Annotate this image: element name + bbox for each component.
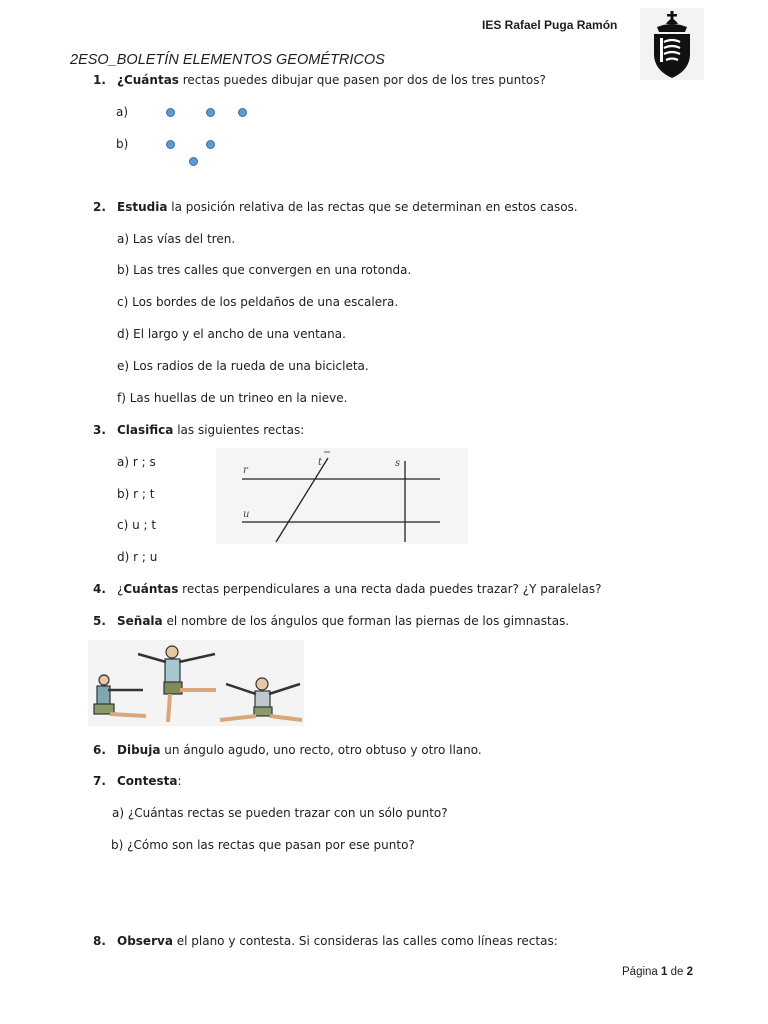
- q1-option-a-label: a): [116, 105, 129, 119]
- q7-item: a) ¿Cuántas rectas se pueden trazar con un sólo punto?: [112, 806, 448, 820]
- label-t: t: [318, 457, 323, 468]
- question-number: 3.: [93, 423, 106, 437]
- question-text: :: [177, 774, 182, 788]
- question-text: la posición relativa de las rectas que se determinan en estos casos.: [167, 200, 578, 214]
- label-r: r: [243, 465, 248, 476]
- q7-item: b) ¿Cómo son las rectas que pasan por ese punto?: [111, 838, 415, 852]
- question-text: un ángulo agudo, uno recto, otro obtuso y otro llano.: [160, 743, 482, 757]
- q2-item: d) El largo y el ancho de una ventana.: [117, 327, 346, 341]
- q2-item: b) Las tres calles que convergen en una rotonda.: [117, 263, 412, 277]
- question-keyword: Señala: [117, 614, 163, 628]
- label-s: s: [395, 458, 401, 469]
- point-dot: [206, 140, 215, 149]
- question-keyword: ¿Cuántas: [117, 73, 179, 87]
- worksheet-title: 2ESO_BOLETÍN ELEMENTOS GEOMÉTRICOS: [70, 52, 385, 68]
- question-keyword: Observa: [117, 934, 173, 948]
- q3-item: d) r ; u: [117, 550, 158, 564]
- q3-item: a) r ; s: [117, 455, 156, 469]
- page-number: [622, 966, 693, 978]
- question-number: 5.: [93, 614, 106, 628]
- question-text: rectas puedes dibujar que pasen por dos de los tres puntos?: [178, 73, 546, 87]
- question-text: el plano y contesta. Si consideras las calles como líneas rectas:: [172, 934, 558, 948]
- question-number: 1.: [93, 73, 106, 87]
- q2-item: a) Las vías del tren.: [117, 232, 236, 246]
- question-keyword: Estudia: [117, 200, 168, 214]
- question-keyword: Clasifica: [117, 423, 174, 437]
- question-number: 6.: [93, 743, 106, 757]
- q2-item: c) Los bordes de los peldaños de una escalera.: [117, 295, 399, 309]
- q2-item: f) Las huellas de un trineo en la nieve.: [117, 391, 348, 405]
- question-number: 8.: [93, 934, 106, 948]
- question-text: las siguientes rectas:: [173, 423, 305, 437]
- lines-diagram: [216, 448, 468, 544]
- point-dot: [238, 108, 247, 117]
- q2-item: e) Los radios de la rueda de una bicicleta.: [117, 359, 369, 373]
- q3-item: b) r ; t: [117, 487, 155, 501]
- question-text: rectas perpendiculares a una recta dada puedes trazar? ¿Y paralelas?: [178, 582, 602, 596]
- label-u: u: [243, 509, 250, 520]
- point-dot: [206, 108, 215, 117]
- question-keyword: Cuántas: [123, 582, 179, 596]
- question-prefix: ¿: [117, 582, 124, 596]
- gymnasts-illustration: [88, 640, 304, 726]
- question-keyword: Dibuja: [117, 743, 161, 757]
- point-dot: [189, 157, 198, 166]
- page-label: Página: [622, 966, 662, 978]
- question-number: 4.: [93, 582, 106, 596]
- total-pages: 2: [686, 966, 694, 978]
- question-number: 2.: [93, 200, 106, 214]
- question-text: el nombre de los ángulos que forman las piernas de los gimnastas.: [162, 614, 570, 628]
- point-dot: [166, 108, 175, 117]
- q3-item: c) u ; t: [117, 518, 157, 532]
- point-dot: [166, 140, 175, 149]
- school-name: IES Rafael Puga Ramón: [482, 18, 618, 32]
- question-number: 7.: [93, 774, 106, 788]
- question-keyword: Contesta: [117, 774, 178, 788]
- page-separator: de: [667, 966, 687, 978]
- school-crest-logo: [640, 8, 704, 80]
- q1-option-b-label: b): [116, 137, 129, 151]
- current-page: 1: [661, 966, 668, 978]
